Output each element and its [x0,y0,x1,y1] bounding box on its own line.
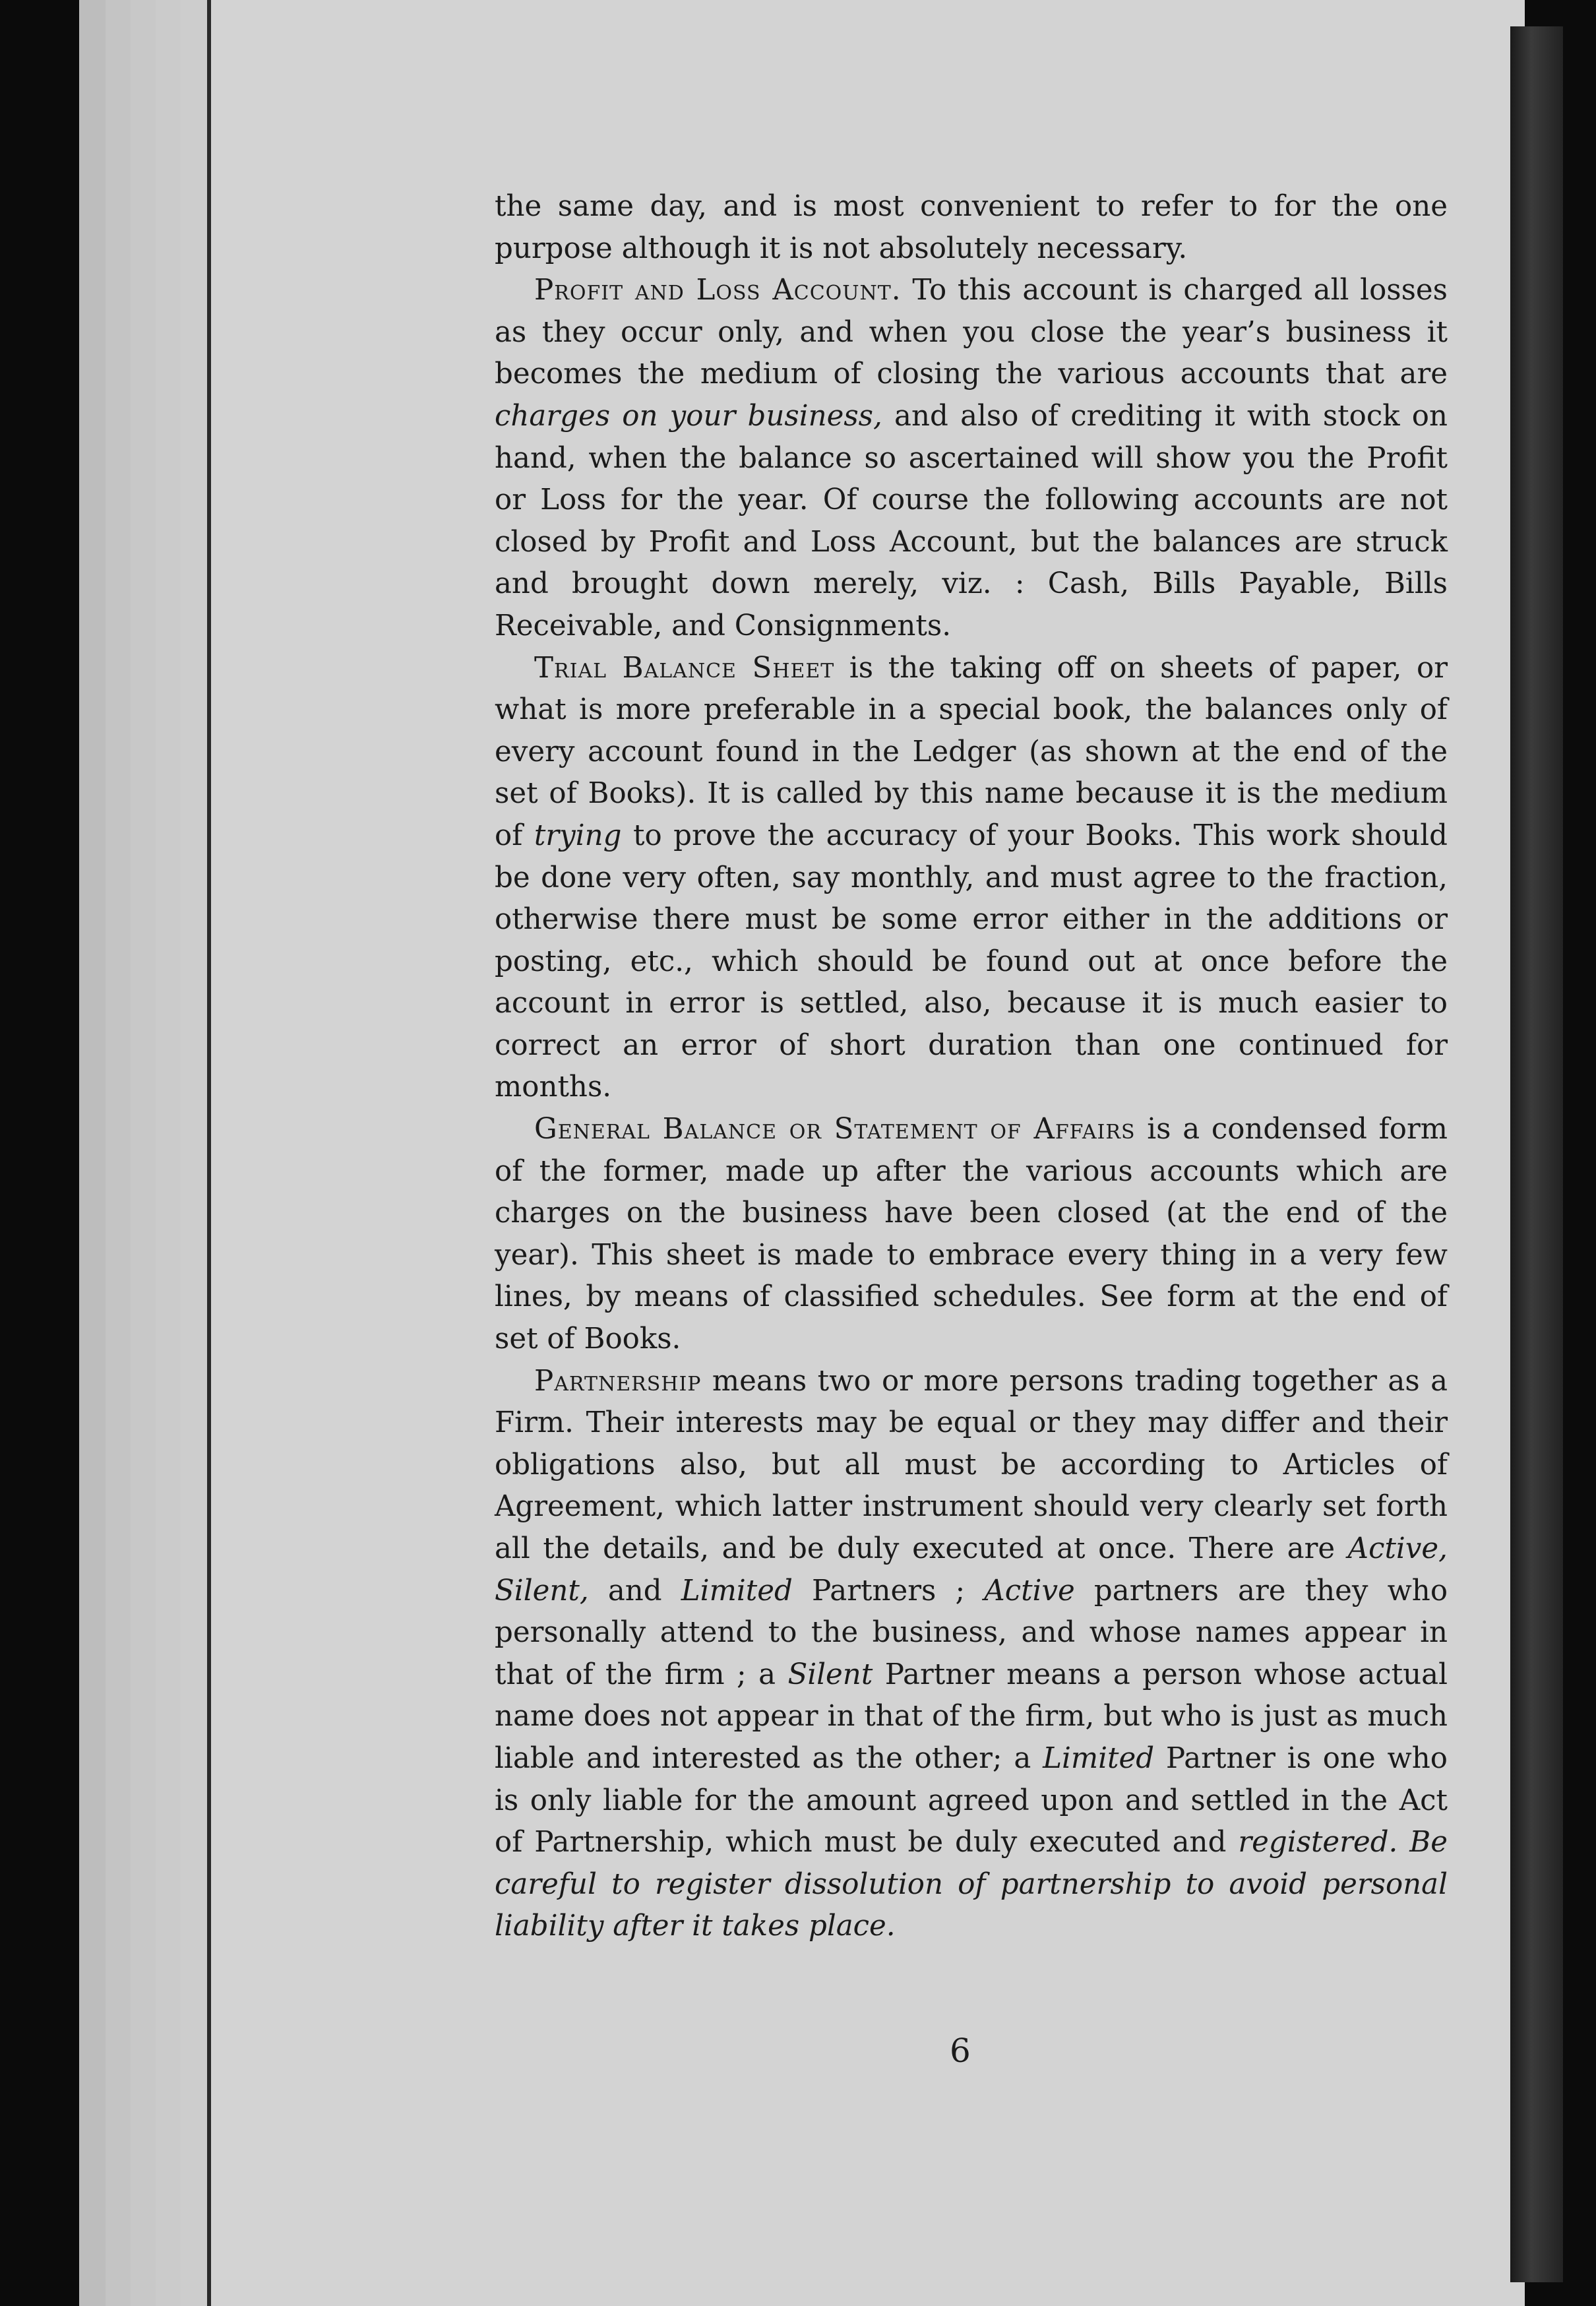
term-heading: General Balance or Statement of Affairs [534,1113,1136,1146]
page-edge [106,0,133,2306]
page-edge [79,0,107,2306]
text-run: and also of crediting it with stock on hand, when the balance so ascertained will show you the Profit or Loss for the year. Of course the following accounts are not closed by Profit and Loss Account, but the balances are struck and brought down merely, viz. : Cash, Bills Payable, Bills Receivable, and Consignments. [495,399,1448,642]
text-run: the same day, and is most convenient to refer to for the one purpose although it is not absolutely necessary. [495,190,1448,265]
text-run: partners are they who personally attend to the business, and whose names appear in that of the firm ; a [495,1574,1448,1691]
text-run: to prove the accuracy of your Books. This work should be done very often, say monthly, and must agree to the fraction, otherwise there must be some error either in the additions or posting, etc., which should be found out at once before the account in error is settled, also, because it is much easier to correct an error of short duration than one continued for months. [495,819,1448,1104]
paragraph-trial-balance [495,648,1448,1109]
text-run: and [588,1574,681,1607]
term-heading: Profit and Loss Account. [534,274,902,307]
term-heading: Trial Balance Sheet [534,651,835,685]
paragraph-intro [495,186,1448,270]
page-edge [181,0,209,2306]
emphasis-text: Silent [787,1658,873,1691]
body-text [495,186,1448,1948]
text-run: Partners ; [792,1574,985,1607]
paragraph-profit-and-loss [495,270,1448,647]
text-run: is the taking off on sheets of paper, or what is more preferable in a special book, the balances only of every account found in the Ledger (as shown at the end of the set of Books). It is called by this name because it is the medium of [495,651,1448,852]
emphasis-text: registered. Be careful to register dissolution of partnership to avoid personal liability after it takes place. [495,1826,1448,1943]
text-run: Partner is one who is only liable for the amount agreed upon and settled in the Act of Partnership, which must be duly executed and [495,1741,1448,1859]
page-number: 6 [950,2032,971,2070]
page-edge [156,0,183,2306]
emphasis-text: Limited [681,1574,793,1607]
term-heading: Partnership [534,1364,702,1398]
text-run: To this account is charged all losses as they occur only, and when you close the year’s business it becomes the medium of closing the various accounts that are [495,274,1448,391]
emphasis-text: Active [984,1574,1075,1607]
page-edge [131,0,158,2306]
text-run: means two or more persons trading together as a Firm. Their interests may be equal or they may differ and their obligations also, but all must be according to Articles of Agreement, which latter instrument should very clearly set forth all the details, and be duly executed at once. There are [495,1364,1448,1565]
text-run: is a condensed form of the former, made up after the various accounts which are charges on the business have been closed (at the end of the year). This sheet is made to embrace every thing in a very few lines, by means of classified schedules. See form at the end of set of Books. [495,1113,1448,1356]
binding-shadow [1510,26,1563,2282]
paragraph-partnership [495,1361,1448,1948]
emphasis-text: Limited [1043,1741,1155,1775]
emphasis-text: charges on your business, [495,399,882,433]
emphasis-text: Silent, [495,1574,589,1607]
text-run: Partner means a person whose actual name does not appear in that of the firm, but who is just as much liable and interested as the other; a [495,1658,1448,1775]
paragraph-general-balance [495,1109,1448,1361]
emphasis-text: trying [534,819,622,852]
emphasis-text: Active, [1347,1532,1448,1565]
